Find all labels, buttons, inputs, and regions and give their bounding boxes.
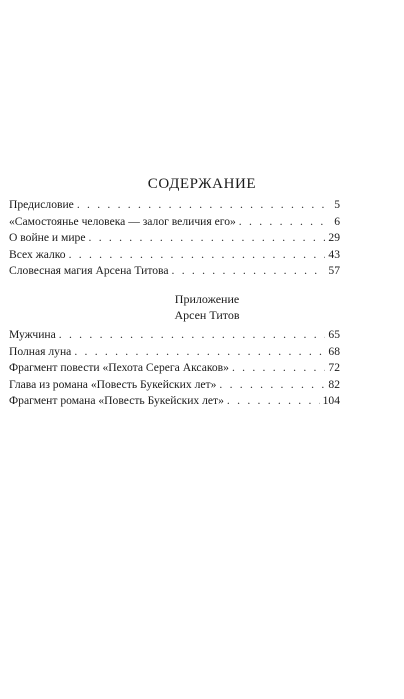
toc-entry-title: Фрагмент романа «Повесть Букейских лет» <box>9 394 224 408</box>
toc-entry-page: 104 <box>322 394 340 408</box>
toc-entry <box>9 377 340 394</box>
dot-leader <box>69 247 326 264</box>
appendix-heading <box>0 292 404 323</box>
contents-heading: СОДЕРЖАНИЕ <box>147 176 257 192</box>
toc-entry-title: Всех жалко <box>9 247 66 261</box>
dot-leader <box>219 377 325 394</box>
toc-entry <box>9 214 340 231</box>
toc-entry <box>9 393 340 410</box>
toc-entry-page: 68 <box>328 344 340 358</box>
toc-entry-title: О войне и мире <box>9 231 86 245</box>
toc-entry <box>9 263 340 280</box>
toc-entry-title: Словесная магия Арсена Титова <box>9 264 169 278</box>
dot-leader <box>89 230 326 247</box>
dot-leader <box>239 214 331 231</box>
toc-entry-page: 65 <box>328 328 340 341</box>
toc-entry-page: 6 <box>334 214 340 228</box>
toc-entry <box>9 247 340 264</box>
toc-entry <box>9 327 340 344</box>
toc-entry <box>9 230 340 247</box>
toc-entry-title: Фрагмент повести «Пехота Серега Аксаков» <box>9 361 229 375</box>
toc-entry <box>9 197 340 214</box>
contents-list <box>9 197 340 280</box>
toc-entry <box>9 344 340 361</box>
toc-entry-page: 5 <box>334 198 340 211</box>
toc-entry-title: Предисловие <box>9 198 74 211</box>
toc-entry <box>9 360 340 377</box>
toc-entry-page: 43 <box>328 247 340 261</box>
dot-leader <box>227 393 320 410</box>
appendix-label: Приложение <box>174 292 240 306</box>
toc-entry-page: 82 <box>328 377 340 391</box>
appendix-author: Арсен Титов <box>174 307 240 322</box>
dot-leader <box>74 344 325 361</box>
appendix-list <box>9 327 340 410</box>
toc-entry-page: 72 <box>328 361 340 375</box>
dot-leader <box>232 360 325 377</box>
toc-entry-title: «Самостоянье человека — залог величия его» <box>9 214 236 228</box>
toc-entry-title: Полная луна <box>9 344 72 358</box>
toc-entry-title: Мужчина <box>9 328 56 341</box>
toc-entry-page: 57 <box>328 264 340 278</box>
dot-leader <box>77 197 331 214</box>
dot-leader <box>59 327 326 344</box>
toc-entry-title: Глава из романа «Повесть Букейских лет» <box>9 377 217 391</box>
dot-leader <box>172 263 326 280</box>
toc-entry-page: 29 <box>328 231 340 245</box>
